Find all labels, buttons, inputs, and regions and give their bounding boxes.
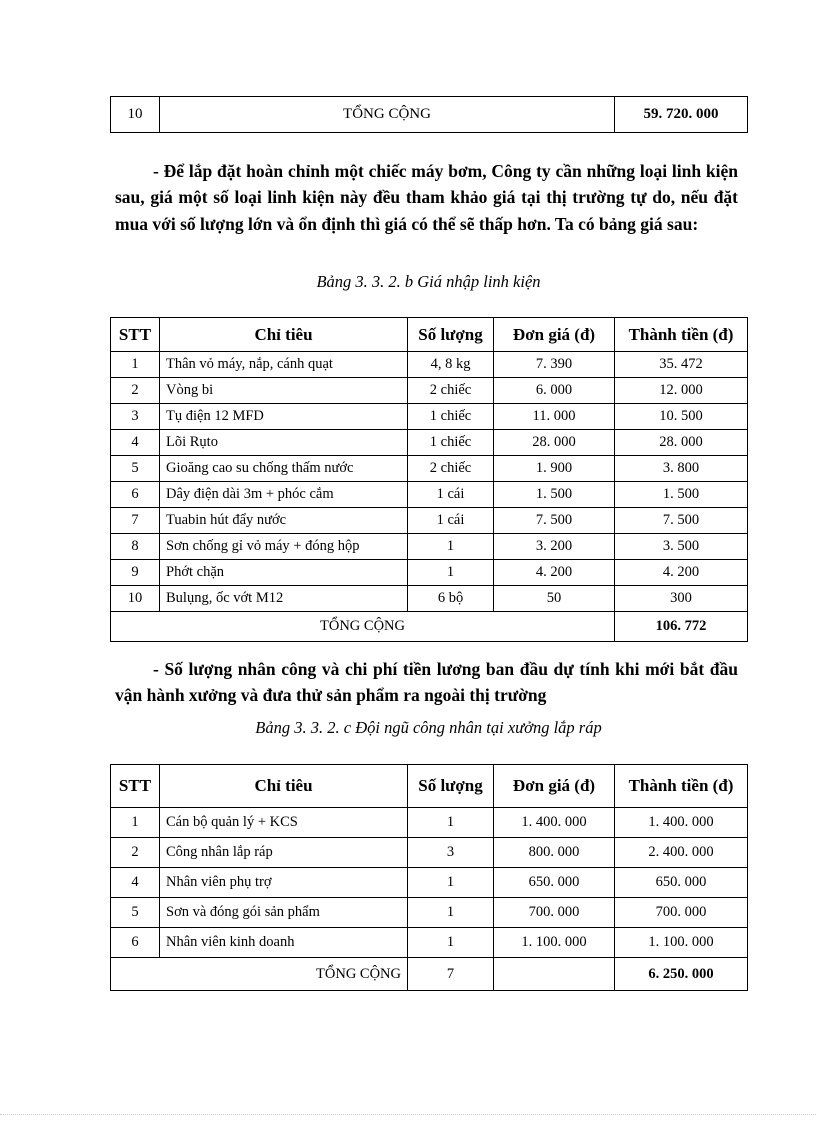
unit-price-cell: 3. 200 xyxy=(494,534,615,560)
unit-price-cell: 650. 000 xyxy=(494,868,615,898)
item-cell: Cán bộ quản lý + KCS xyxy=(160,808,408,838)
amount-cell: 3. 800 xyxy=(615,456,748,482)
stt-cell: 10 xyxy=(111,97,160,133)
total-label-cell: TỔNG CỘNG xyxy=(111,958,408,991)
header-stt: STT xyxy=(111,318,160,352)
table-header-row xyxy=(111,765,748,808)
stt-cell: 4 xyxy=(111,430,160,456)
amount-cell: 35. 472 xyxy=(615,352,748,378)
paragraph-labor-text: - Số lượng nhân công và chi phí tiền lương ban đầu dự tính khi mới bắt đầu vận hành xưởng và đưa thử sản phẩm ra ngoài thị trường xyxy=(115,659,738,706)
table-row xyxy=(111,928,748,958)
table-row xyxy=(111,838,748,868)
stt-cell: 2 xyxy=(111,838,160,868)
table-row xyxy=(111,808,748,838)
amount-cell: 7. 500 xyxy=(615,508,748,534)
qty-cell: 6 bộ xyxy=(408,586,494,612)
stt-cell: 7 xyxy=(111,508,160,534)
item-cell: Công nhân lắp ráp xyxy=(160,838,408,868)
table-row xyxy=(111,404,748,430)
amount-cell: 1. 400. 000 xyxy=(615,808,748,838)
unit-price-cell: 7. 390 xyxy=(494,352,615,378)
header-qty: Số lượng xyxy=(408,318,494,352)
item-cell: Dây điện dài 3m + phóc cắm xyxy=(160,482,408,508)
total-row xyxy=(111,612,748,642)
item-cell: Sơn chống gỉ vỏ máy + đóng hộp xyxy=(160,534,408,560)
qty-cell: 1 cái xyxy=(408,482,494,508)
stt-cell: 6 xyxy=(111,482,160,508)
unit-price-cell: 1. 900 xyxy=(494,456,615,482)
unit-price-cell: 6. 000 xyxy=(494,378,615,404)
stt-cell: 5 xyxy=(111,456,160,482)
amount-cell: 3. 500 xyxy=(615,534,748,560)
item-cell: Lõi Rụto xyxy=(160,430,408,456)
amount-cell: 4. 200 xyxy=(615,560,748,586)
amount-cell: 1. 500 xyxy=(615,482,748,508)
unit-price-cell: 800. 000 xyxy=(494,838,615,868)
unit-price-cell: 11. 000 xyxy=(494,404,615,430)
qty-cell: 1 cái xyxy=(408,508,494,534)
table-row xyxy=(111,508,748,534)
qty-cell: 1 xyxy=(408,898,494,928)
item-cell: Sơn và đóng gói sản phẩm xyxy=(160,898,408,928)
qty-cell: 1 xyxy=(408,560,494,586)
stt-cell: 2 xyxy=(111,378,160,404)
qty-cell: 1 xyxy=(408,808,494,838)
unit-price-cell: 50 xyxy=(494,586,615,612)
item-cell: Phớt chặn xyxy=(160,560,408,586)
components-price-table xyxy=(110,317,748,642)
table-row xyxy=(111,482,748,508)
unit-price-cell: 4. 200 xyxy=(494,560,615,586)
header-unit-price: Đơn giá (đ) xyxy=(494,765,615,808)
qty-cell: 1 chiếc xyxy=(408,404,494,430)
total-table-top xyxy=(110,96,748,133)
header-amount: Thành tiền (đ) xyxy=(615,318,748,352)
header-amount: Thành tiền (đ) xyxy=(615,765,748,808)
item-cell: Nhân viên phụ trợ xyxy=(160,868,408,898)
stt-cell: 8 xyxy=(111,534,160,560)
unit-price-cell: 1. 400. 000 xyxy=(494,808,615,838)
amount-cell: 2. 400. 000 xyxy=(615,838,748,868)
unit-price-cell: 1. 100. 000 xyxy=(494,928,615,958)
unit-price-cell: 1. 500 xyxy=(494,482,615,508)
item-cell: Tuabin hút đẩy nước xyxy=(160,508,408,534)
stt-cell: 4 xyxy=(111,868,160,898)
amount-cell: 700. 000 xyxy=(615,898,748,928)
caption-table-c: Bảng 3. 3. 2. c Đội ngũ công nhân tại xưởng lắp ráp xyxy=(255,718,602,737)
total-value-cell: 6. 250. 000 xyxy=(615,958,748,991)
total-qty-cell: 7 xyxy=(408,958,494,991)
stt-cell: 1 xyxy=(111,352,160,378)
caption-table-b: Bảng 3. 3. 2. b Giá nhập linh kiện xyxy=(316,272,541,291)
total-value-cell: 106. 772 xyxy=(615,612,748,642)
amount-cell: 300 xyxy=(615,586,748,612)
table-header-row xyxy=(111,318,748,352)
unit-price-cell: 28. 000 xyxy=(494,430,615,456)
header-unit-price: Đơn giá (đ) xyxy=(494,318,615,352)
table-row xyxy=(111,534,748,560)
total-value-cell: 59. 720. 000 xyxy=(615,97,748,133)
item-cell: Vòng bi xyxy=(160,378,408,404)
item-cell: Thân vỏ máy, nắp, cánh quạt xyxy=(160,352,408,378)
stt-cell: 9 xyxy=(111,560,160,586)
table-row xyxy=(111,352,748,378)
paragraph-components-text: - Để lắp đặt hoàn chỉnh một chiếc máy bơm, Công ty cần những loại linh kiện sau, giá một số loại linh kiện này đều tham khảo giá tại thị trường tự do, nếu đặt mua với số lượng lớn và ổn định thì giá có thể sẽ thấp hơn. Ta có bảng giá sau: xyxy=(115,161,738,234)
table-row xyxy=(111,560,748,586)
table-row xyxy=(111,456,748,482)
stt-cell: 5 xyxy=(111,898,160,928)
table-row xyxy=(111,898,748,928)
item-cell: Tụ điện 12 MFD xyxy=(160,404,408,430)
qty-cell: 1 xyxy=(408,928,494,958)
amount-cell: 28. 000 xyxy=(615,430,748,456)
qty-cell: 3 xyxy=(408,838,494,868)
header-item: Chỉ tiêu xyxy=(160,765,408,808)
workforce-table xyxy=(110,764,748,991)
table-row xyxy=(111,586,748,612)
paragraph-components xyxy=(115,158,738,237)
stt-cell: 3 xyxy=(111,404,160,430)
table-row xyxy=(111,430,748,456)
qty-cell: 2 chiếc xyxy=(408,378,494,404)
item-cell: Gioăng cao su chống thấm nước xyxy=(160,456,408,482)
empty-cell xyxy=(494,958,615,991)
amount-cell: 650. 000 xyxy=(615,868,748,898)
qty-cell: 1 xyxy=(408,868,494,898)
item-cell: Nhân viên kinh doanh xyxy=(160,928,408,958)
total-row xyxy=(111,958,748,991)
unit-price-cell: 7. 500 xyxy=(494,508,615,534)
item-cell: Bulụng, ốc vớt M12 xyxy=(160,586,408,612)
qty-cell: 1 chiếc xyxy=(408,430,494,456)
header-stt: STT xyxy=(111,765,160,808)
amount-cell: 12. 000 xyxy=(615,378,748,404)
total-label-cell: TỔNG CỘNG xyxy=(160,97,615,133)
page-edge-divider xyxy=(0,1114,816,1115)
total-label-cell: TỔNG CỘNG xyxy=(111,612,615,642)
header-qty: Số lượng xyxy=(408,765,494,808)
stt-cell: 10 xyxy=(111,586,160,612)
qty-cell: 1 xyxy=(408,534,494,560)
paragraph-labor xyxy=(115,656,738,709)
qty-cell: 4, 8 kg xyxy=(408,352,494,378)
table-row xyxy=(111,378,748,404)
amount-cell: 1. 100. 000 xyxy=(615,928,748,958)
unit-price-cell: 700. 000 xyxy=(494,898,615,928)
table-row xyxy=(111,868,748,898)
stt-cell: 1 xyxy=(111,808,160,838)
amount-cell: 10. 500 xyxy=(615,404,748,430)
table-row xyxy=(111,97,748,133)
header-item: Chỉ tiêu xyxy=(160,318,408,352)
stt-cell: 6 xyxy=(111,928,160,958)
qty-cell: 2 chiếc xyxy=(408,456,494,482)
